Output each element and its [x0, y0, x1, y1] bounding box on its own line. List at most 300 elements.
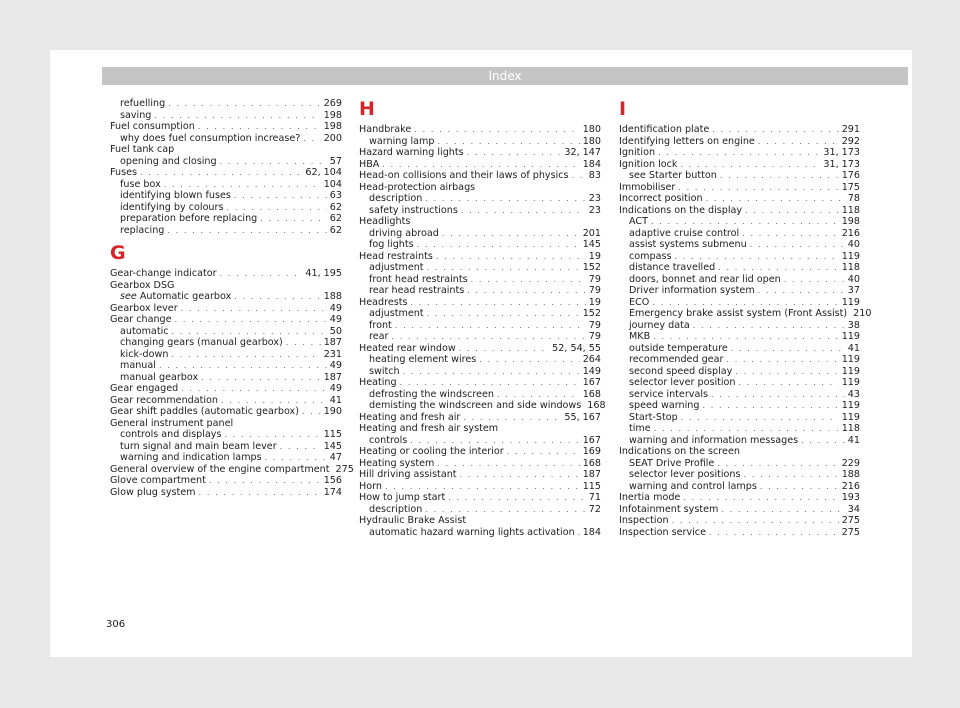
dot-leader: [226, 202, 326, 214]
index-subentry: [619, 343, 860, 355]
dot-leader: [209, 475, 321, 487]
index-entry: [110, 268, 342, 280]
entry-term: journey data: [629, 319, 690, 331]
page-reference: 156: [323, 475, 342, 486]
dot-leader: [167, 225, 326, 237]
index-subentry: [110, 156, 342, 168]
index-entry: [619, 205, 860, 217]
entry-term: Headrests: [359, 296, 408, 308]
entry-term: ECO: [629, 296, 650, 308]
page-reference: 168: [587, 400, 606, 411]
page-reference: 216: [841, 480, 860, 492]
page-reference: 184: [582, 526, 601, 538]
entry-term: identifying blown fuses: [120, 190, 231, 201]
page-reference: 210: [853, 308, 872, 319]
entry-term: Heating and fresh air: [359, 411, 461, 423]
entry-term: Indications on the screen: [619, 446, 740, 457]
index-subentry: [110, 429, 342, 441]
page-reference: 152: [582, 308, 601, 319]
dot-leader: [181, 303, 327, 315]
index-entry: [110, 121, 342, 133]
page-reference: 37: [847, 285, 860, 296]
entry-term: SEAT Drive Profile: [629, 457, 715, 469]
page-reference: 49: [329, 302, 342, 314]
dot-leader: [395, 320, 586, 332]
page-reference: 180: [582, 124, 601, 135]
dot-leader: [436, 251, 586, 263]
index-subentry: [619, 285, 860, 297]
dot-leader: [578, 527, 580, 539]
dot-leader: [750, 239, 845, 251]
dot-leader: [706, 193, 845, 205]
index-subentry: [110, 202, 342, 214]
index-entry: [110, 487, 342, 499]
index-page: [50, 50, 912, 657]
index-entry: [110, 418, 342, 430]
index-entry: [359, 446, 601, 458]
entry-term: description: [369, 503, 423, 515]
page-reference: 229: [841, 457, 860, 469]
dot-leader: [199, 487, 321, 499]
entry-term: Head-on collisions and their laws of physics: [359, 170, 569, 181]
page-reference: 167: [582, 377, 601, 388]
page-header: Index: [102, 67, 908, 85]
entry-term: Heating or cooling the interior: [359, 446, 504, 457]
entry-term: doors, bonnet and rear lid open: [629, 273, 781, 285]
index-subentry: [619, 400, 860, 412]
index-subentry: [359, 389, 601, 401]
entry-term: Gear engaged: [110, 383, 179, 394]
dot-leader: [410, 297, 585, 309]
index-entry: [359, 423, 601, 435]
dot-leader: [140, 167, 302, 179]
index-subentry: [619, 331, 860, 343]
index-subentry: [359, 435, 601, 447]
index-column-3: [619, 98, 872, 538]
dot-leader: [437, 458, 579, 470]
dot-leader: [414, 124, 579, 136]
page-reference: 19: [588, 250, 601, 262]
page-reference: 201: [582, 227, 601, 239]
index-entry: [110, 383, 342, 395]
index-subentry: [359, 331, 601, 343]
index-entry: [359, 377, 601, 389]
index-entry: [619, 159, 860, 171]
index-subentry: [619, 423, 860, 435]
dot-leader: [712, 124, 838, 136]
index-subentry: [619, 458, 860, 470]
dot-leader: [448, 492, 586, 504]
dot-leader: [175, 314, 327, 326]
page-reference: 200: [323, 132, 342, 144]
page-reference: 79: [588, 331, 601, 342]
page-reference: 145: [582, 239, 601, 250]
index-entry: [359, 515, 601, 527]
entry-term: Driver information system: [629, 285, 755, 296]
index-subentry: [359, 527, 601, 539]
index-subentry: [110, 98, 342, 110]
entry-term: Hydraulic Brake Assist: [359, 515, 467, 526]
page-reference: 104: [323, 178, 342, 190]
dot-leader: [744, 469, 839, 481]
entry-term: MKB: [629, 331, 651, 342]
page-reference: 41: [847, 342, 860, 354]
page-reference: 168: [582, 457, 601, 469]
page-reference: 115: [582, 480, 601, 492]
dot-leader: [709, 527, 839, 539]
index-subentry: [110, 110, 342, 122]
entry-term: Fuel consumption: [110, 121, 195, 132]
page-reference: 115: [323, 429, 342, 440]
section-letter: H: [359, 98, 375, 120]
entry-term: distance travelled: [629, 262, 716, 273]
index-entry: [359, 481, 601, 493]
index-subentry: [359, 262, 601, 274]
section-letter: I: [619, 98, 627, 120]
dot-leader: [171, 349, 320, 361]
index-entry: [110, 280, 342, 292]
index-subentry: [619, 262, 860, 274]
index-subentry: [359, 320, 601, 332]
page-reference: 275: [841, 515, 860, 526]
entry-term: General overview of the engine compartment: [110, 463, 330, 475]
page-reference: 119: [841, 377, 860, 388]
dot-leader: [497, 389, 580, 401]
page-reference: 231: [323, 348, 342, 360]
page-reference: 119: [841, 365, 860, 377]
page-reference: 119: [841, 411, 860, 423]
dot-leader: [159, 360, 327, 372]
dot-leader: [198, 121, 321, 133]
index-entry: [359, 343, 601, 355]
entry-term: Fuel tank cap: [110, 144, 175, 155]
index-subentry: [619, 308, 872, 320]
dot-leader: [164, 179, 321, 191]
entry-term: front head restraints: [369, 273, 468, 285]
page-reference: 83: [588, 170, 601, 181]
page-reference: 40: [847, 239, 860, 250]
entry-term: Identifying letters on engine: [619, 135, 755, 147]
dot-leader: [652, 297, 838, 309]
entry-term: Glove compartment: [110, 475, 206, 486]
dot-leader: [410, 435, 579, 447]
entry-term: warning lamp: [369, 135, 435, 147]
index-subentry: [359, 308, 601, 320]
entry-term: fuse box: [120, 178, 161, 190]
entry-term: controls: [369, 434, 408, 446]
dot-leader: [726, 354, 838, 366]
entry-term: switch: [369, 365, 400, 377]
entry-term: front: [369, 319, 392, 331]
index-subentry: [359, 504, 601, 516]
page-reference: 41: [329, 394, 342, 406]
page-reference: 291: [841, 124, 860, 135]
page-reference: 180: [582, 135, 601, 147]
dot-leader: [658, 147, 820, 159]
page-reference: 145: [323, 440, 342, 452]
entry-term: Inspection service: [619, 526, 706, 538]
page-reference: 168: [582, 388, 601, 400]
dot-leader: [683, 492, 838, 504]
entry-term: Fuses: [110, 167, 137, 178]
dot-leader: [425, 504, 585, 516]
entry-term: see Starter button: [629, 170, 717, 181]
index-subentry: [619, 354, 860, 366]
dot-leader: [391, 331, 585, 343]
index-entry: [359, 170, 601, 182]
dot-leader: [467, 147, 562, 159]
entry-term: Glow plug system: [110, 486, 196, 498]
dot-leader: [784, 274, 845, 286]
dot-leader: [672, 515, 839, 527]
page-reference: 71: [588, 492, 601, 503]
index-subentry: [619, 469, 860, 481]
page-reference: 167: [582, 434, 601, 446]
page-reference: 62: [329, 224, 342, 236]
page-reference: 50: [329, 325, 342, 337]
entry-term: saving: [120, 109, 152, 121]
entry-term: Incorrect position: [619, 193, 703, 204]
entry-term: why does fuel consumption increase?: [120, 132, 301, 144]
page-reference: 19: [588, 296, 601, 308]
dot-leader: [280, 441, 321, 453]
entry-term: compass: [629, 250, 672, 262]
page-reference: 118: [841, 204, 860, 216]
index-entry: [619, 193, 860, 205]
index-subentry: [619, 435, 860, 447]
entry-term: heating element wires: [369, 354, 477, 365]
dot-leader: [471, 274, 586, 286]
index-subentry: [619, 228, 860, 240]
index-subentry: [619, 481, 860, 493]
entry-term: driving abroad: [369, 227, 439, 239]
entry-term: selector lever position: [629, 377, 736, 388]
entry-term: Heating and fresh air system: [359, 423, 499, 434]
page-reference: 169: [582, 446, 601, 457]
entry-term: Inspection: [619, 515, 669, 526]
entry-term: Head restraints: [359, 250, 433, 262]
index-subentry: [110, 372, 342, 384]
index-subentry: [110, 179, 342, 191]
entry-term: outside temperature: [629, 342, 728, 354]
page-number: 306: [106, 619, 126, 630]
index-entry: [359, 458, 601, 470]
dot-leader: [711, 389, 845, 401]
dot-leader: [220, 268, 303, 280]
dot-leader: [172, 326, 327, 338]
page-reference: 118: [841, 262, 860, 273]
dot-leader: [382, 159, 579, 171]
index-subentry: [359, 136, 601, 148]
entry-term: warning and information messages: [629, 434, 799, 446]
dot-leader: [693, 320, 845, 332]
dot-leader: [417, 239, 580, 251]
page-reference: 119: [841, 400, 860, 411]
dot-leader: [678, 182, 838, 194]
see-reference: see: [120, 291, 137, 302]
entry-term: Horn: [359, 480, 382, 492]
dot-leader: [674, 251, 838, 263]
dot-leader: [654, 423, 839, 435]
page-reference: 41: [847, 434, 860, 446]
index-subentry: [619, 216, 860, 228]
index-subentry: [359, 193, 601, 205]
entry-term: opening and closing: [120, 155, 217, 167]
dot-leader: [385, 481, 580, 493]
page-reference: 119: [841, 296, 860, 308]
entry-term: warning and control lamps: [629, 480, 757, 492]
index-column-2: [359, 98, 606, 538]
index-entry: [359, 469, 601, 481]
index-entry: [359, 159, 601, 171]
index-subentry: [110, 291, 342, 303]
dot-leader: [758, 136, 839, 148]
page-reference: 187: [323, 337, 342, 348]
index-subentry: [110, 225, 342, 237]
page-reference: 62, 104: [305, 167, 342, 178]
index-entry: [619, 527, 860, 539]
dot-leader: [739, 377, 839, 389]
entry-term: assist systems submenu: [629, 239, 747, 250]
page-reference: 193: [841, 492, 860, 503]
entry-term: Heated rear window: [359, 342, 456, 354]
dot-leader: [437, 136, 579, 148]
page-reference: 190: [323, 406, 342, 417]
index-entry: [359, 147, 601, 159]
dot-leader: [760, 481, 839, 493]
page-reference: 149: [582, 365, 601, 377]
page-reference: 176: [841, 170, 860, 181]
index-subentry: [110, 133, 342, 145]
entry-term: refuelling: [120, 98, 166, 109]
dot-leader: [460, 469, 580, 481]
index-subentry: [619, 366, 860, 378]
entry-term: automatic hazard warning lights activation: [369, 526, 575, 538]
entry-term: description: [369, 193, 423, 204]
index-subentry: [110, 337, 342, 349]
entry-term: defrosting the windscreen: [369, 388, 494, 400]
entry-term: [120, 291, 231, 303]
index-subentry: [359, 228, 601, 240]
index-entry: [359, 412, 601, 424]
page-reference: 152: [582, 262, 601, 273]
dot-leader: [507, 446, 580, 458]
dot-leader: [286, 337, 321, 349]
index-entry: [359, 124, 601, 136]
entry-term: kick-down: [120, 348, 169, 360]
page-reference: 40: [847, 273, 860, 285]
entry-term: warning and indication lamps: [120, 452, 262, 463]
index-subentry: [619, 389, 860, 401]
page-reference: 47: [329, 452, 342, 463]
dot-leader: [221, 395, 327, 407]
page-reference: 23: [588, 204, 601, 216]
page-reference: 269: [323, 98, 342, 109]
index-entry: [110, 303, 342, 315]
entry-term: service intervals: [629, 388, 708, 400]
entry-term: replacing: [120, 224, 165, 236]
index-entry: [110, 395, 342, 407]
entry-term: recommended gear: [629, 354, 724, 365]
index-subentry: [110, 349, 342, 361]
entry-term: HBA: [359, 158, 380, 170]
entry-term: rear: [369, 331, 389, 342]
entry-term: second speed display: [629, 365, 733, 377]
index-subentry: [619, 274, 860, 286]
index-entry: [359, 297, 601, 309]
dot-leader: [303, 133, 320, 145]
index-subentry: [359, 285, 601, 297]
dot-leader: [801, 435, 845, 447]
page-reference: 184: [582, 158, 601, 170]
dot-leader: [260, 213, 327, 225]
page-reference: 79: [588, 319, 601, 331]
index-subentry: [110, 452, 342, 464]
page-reference: 23: [588, 193, 601, 204]
dot-leader: [735, 366, 838, 378]
dot-leader: [702, 400, 838, 412]
dot-leader: [572, 170, 586, 182]
page-reference: 188: [323, 291, 342, 302]
page-reference: 41, 195: [305, 268, 342, 279]
page-reference: 63: [329, 190, 342, 201]
entry-term: Gear-change indicator: [110, 268, 217, 279]
index-subentry: [359, 400, 606, 412]
dot-leader: [721, 504, 844, 516]
entry-term: changing gears (manual gearbox): [120, 337, 283, 348]
entry-term: Emergency brake assist system (Front Assist): [629, 308, 848, 319]
page-reference: 174: [323, 486, 342, 498]
page-reference: 49: [329, 360, 342, 371]
index-subentry: [619, 239, 860, 251]
dot-leader: [651, 216, 839, 228]
entry-term: automatic: [120, 325, 169, 337]
entry-term: speed warning: [629, 400, 700, 411]
dot-leader: [680, 159, 820, 171]
page-reference: 198: [323, 109, 342, 121]
entry-term: Head-protection airbags: [359, 181, 476, 193]
index-subentry: [619, 251, 860, 263]
dot-leader: [442, 228, 580, 240]
page-reference: 49: [329, 383, 342, 394]
entry-term: Infotainment system: [619, 503, 719, 515]
entry-term: Inertia mode: [619, 492, 681, 503]
index-entry: [619, 446, 860, 458]
dot-leader: [463, 412, 561, 424]
dot-leader: [427, 262, 580, 274]
index-subentry: [359, 205, 601, 217]
dot-leader: [403, 366, 580, 378]
index-subentry: [359, 239, 601, 251]
page-reference: 275: [335, 463, 354, 475]
index-entry: [110, 463, 354, 476]
index-subentry: [619, 412, 860, 424]
section-letter: G: [110, 242, 126, 264]
index-entry: [359, 492, 601, 504]
entry-term: Heating: [359, 377, 397, 388]
index-subentry: [110, 326, 342, 338]
page-reference: 119: [841, 354, 860, 365]
dot-leader: [302, 406, 321, 418]
page-reference: 175: [841, 181, 860, 193]
page-reference: 188: [841, 469, 860, 480]
entry-term: Gear change: [110, 314, 172, 325]
entry-term: identifying by colours: [120, 201, 224, 213]
index-subentry: [110, 441, 342, 453]
dot-leader: [224, 429, 320, 441]
entry-term: time: [629, 423, 651, 434]
dot-leader: [234, 190, 327, 202]
